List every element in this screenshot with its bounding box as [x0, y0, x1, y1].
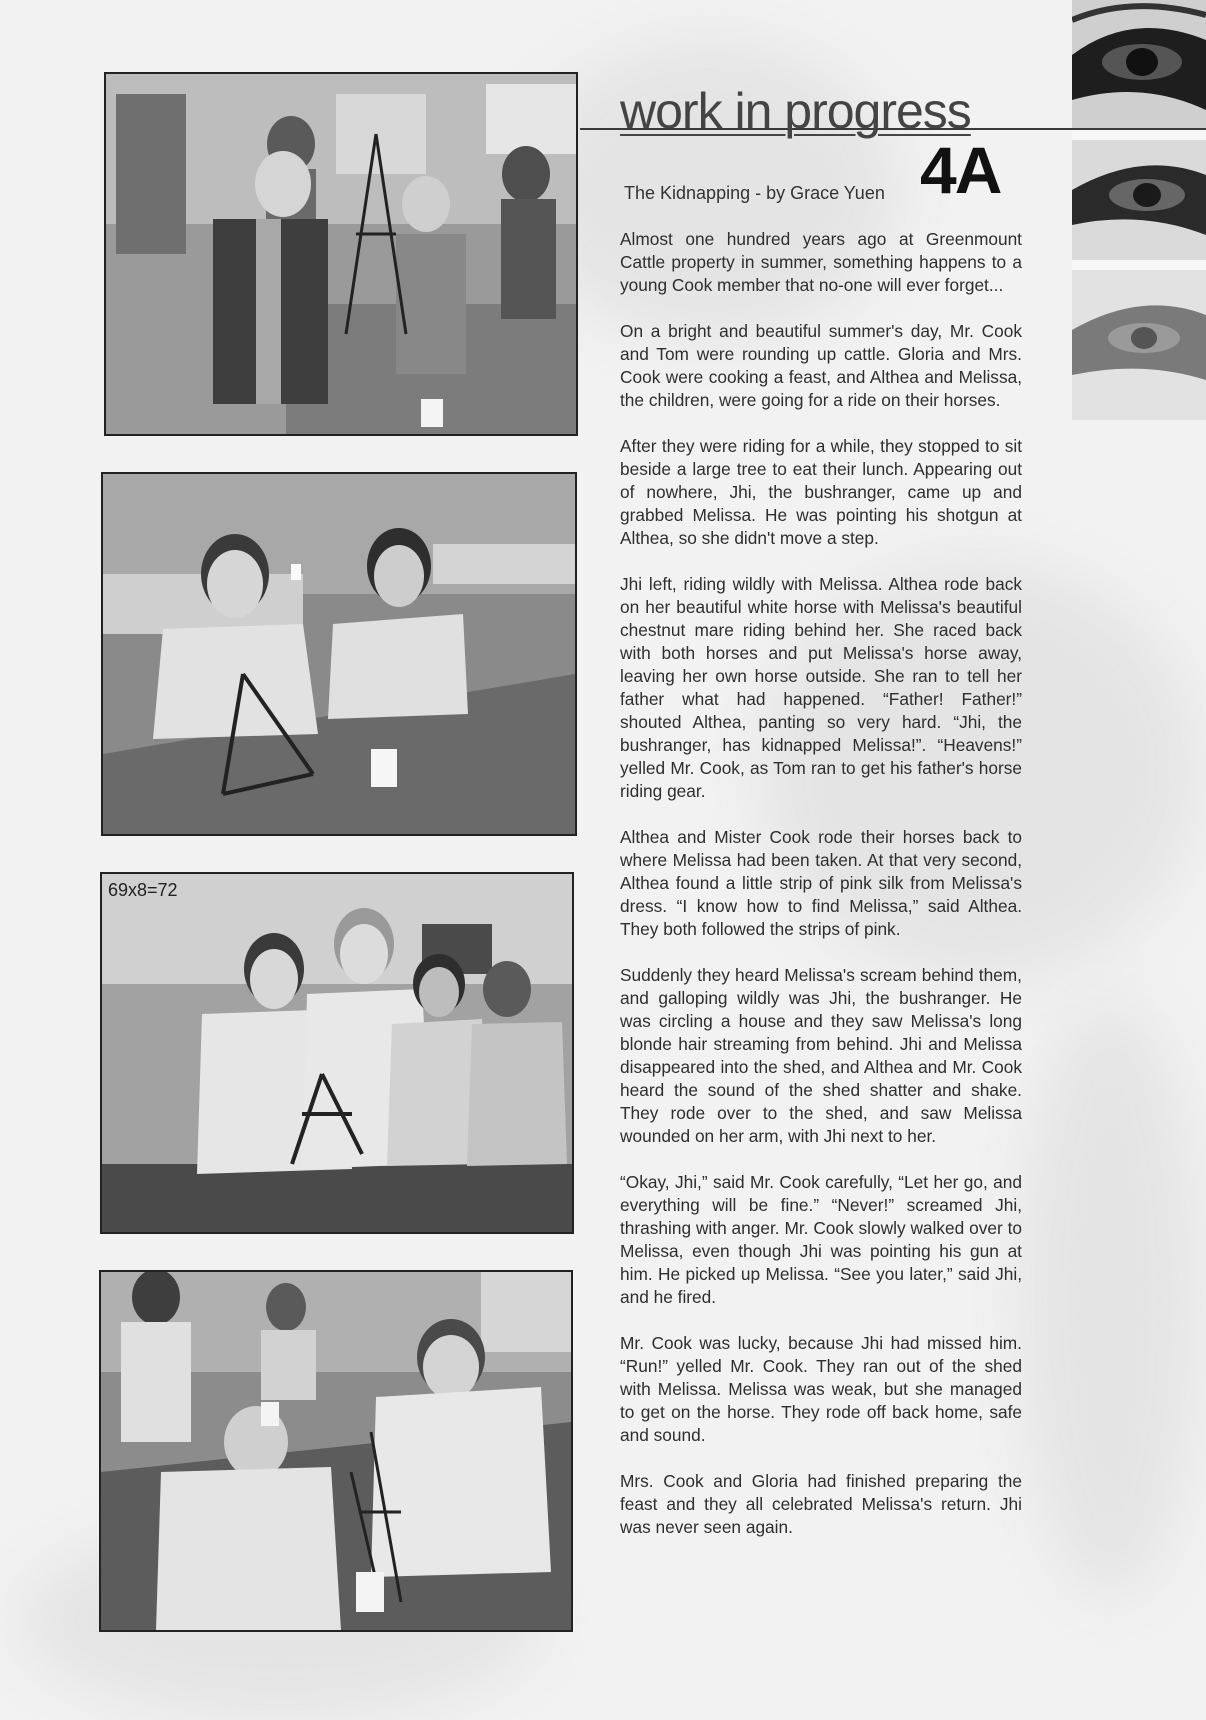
classroom-photo-3: [100, 872, 574, 1234]
story-paragraph: After they were riding for a while, they stopped to sit beside a large tree to eat their lunch. Appearing out of nowhere, Jhi, the bushranger, came up and grabbed Melissa. He was pointing his shotgun at Althea, so she didn't move a step.: [620, 436, 1022, 548]
eyes-graphic: [1072, 0, 1206, 420]
page-title: work in progress: [620, 83, 971, 139]
eye-icon: [1072, 0, 1206, 130]
story-paragraph: Mrs. Cook and Gloria had finished preparing the feast and they all celebrated Melissa's return. Jhi was never seen again.: [620, 1471, 1022, 1537]
classroom-photo-1: [104, 72, 578, 436]
story-paragraph: Almost one hundred years ago at Greenmount Cattle property in summer, something happens to a young Cook member that no-one will ever forget...: [620, 229, 1022, 295]
story-paragraph: Mr. Cook was lucky, because Jhi had missed him. “Run!” yelled Mr. Cook. They ran out of the shed with Melissa. Melissa was weak, but she managed to get on the horse. They rode off back home, safe and sound.: [620, 1333, 1022, 1445]
background-texture: [1020, 1000, 1200, 1600]
story-paragraph: Jhi left, riding wildly with Melissa. Althea rode back on her beautiful white horse with Melissa's beautiful chestnut mare riding behind her. She raced back with both horses and put Melissa's horse away, leaving her own horse outside. She ran to tell her father what had happened. “Father! Father!” shouted Althea, panting so very hard. “Jhi, the bushranger, has kidnapped Melissa!”. “Heavens!” yelled Mr. Cook, as Tom ran to get his father's horse riding gear.: [620, 574, 1022, 801]
classroom-photo-4: [99, 1270, 573, 1632]
board-text: 69x8=72: [108, 880, 178, 900]
story-paragraph: Althea and Mister Cook rode their horses back to where Melissa had been taken. At that very second, Althea found a little strip of pink silk from Melissa's dress. “I know how to find Melissa,” said Althea. They both followed the strips of pink.: [620, 827, 1022, 939]
classroom-photo-2: [101, 472, 577, 836]
story-paragraph: Suddenly they heard Melissa's scream behind them, and galloping wildly was Jhi, the bushranger. He was circling a house and they saw Melissa's long blonde hair streaming from behind. Jhi and Melissa disappeared into the shed, and Althea and Mr. Cook heard the sound of the shed shatter and shake. They rode over to the shed, and saw Melissa wounded on her arm, with Jhi next to her.: [620, 965, 1022, 1146]
story-paragraph: “Okay, Jhi,” said Mr. Cook carefully, “Let her go, and everything will be fine.” “Never!” screamed Jhi, thrashing with anger. Mr. Cook slowly walked over to Melissa, even though Jhi was pointing his gun at him. He picked up Melissa. “See you later,” said Jhi, and he fired.: [620, 1172, 1022, 1307]
story-body: [620, 228, 1022, 1562]
class-label: 4A: [920, 133, 1001, 207]
eye-icon: [1072, 270, 1206, 420]
story-byline: The Kidnapping - by Grace Yuen: [624, 183, 885, 203]
story-paragraph: On a bright and beautiful summer's day, Mr. Cook and Tom were rounding up cattle. Gloria and Mrs. Cook were cooking a feast, and Althea and Melissa, the children, were going for a ride on their horses.: [620, 321, 1022, 410]
eye-icon: [1072, 140, 1206, 260]
